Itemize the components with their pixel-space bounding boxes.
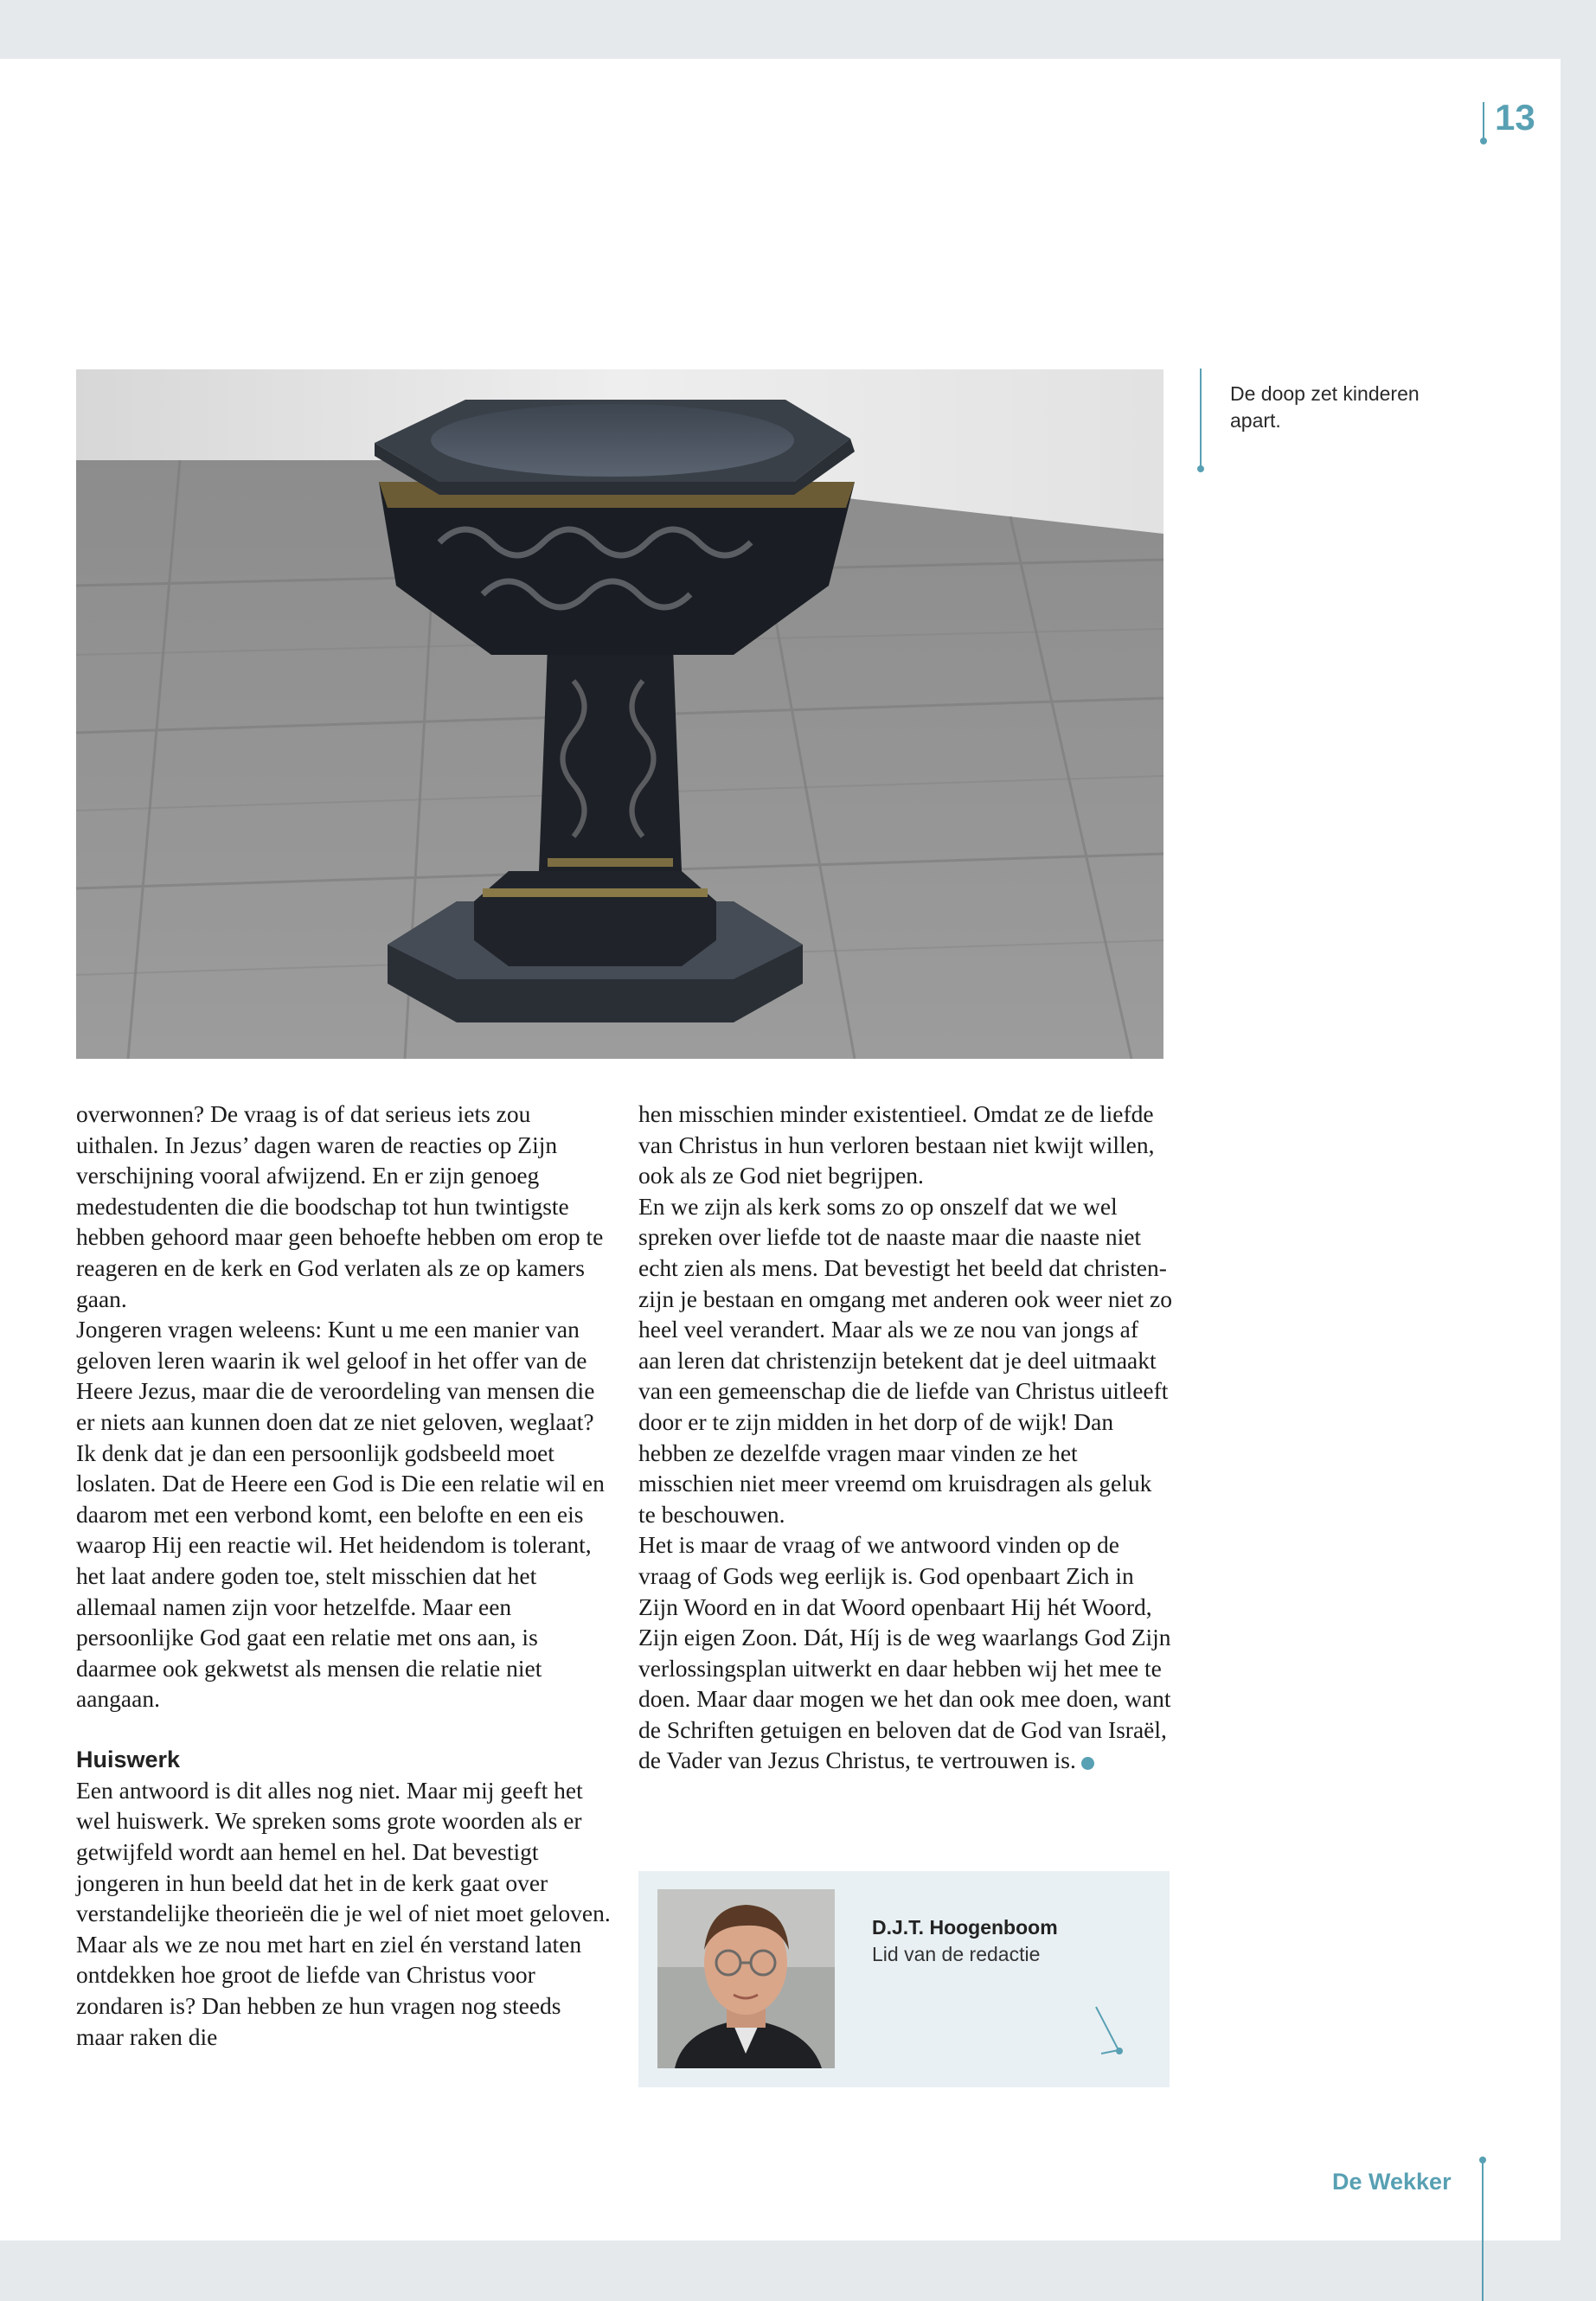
baptismal-font-illustration xyxy=(76,369,1163,1059)
end-of-article-dot xyxy=(1081,1757,1094,1770)
paragraph-final xyxy=(638,1529,1175,1776)
caption-dot xyxy=(1197,465,1204,472)
footer-dot xyxy=(1479,2157,1486,2163)
paragraph: Jongeren vragen weleens: Kunt u me een manier van geloven leren waarin ik wel geloof in het offer van de Heere Jezus, maar die de veroordeling van mensen die er niets aan kunnen doen dat ze niet geloven, weglaat? Ik denk dat je dan een persoonlijk godsbeeld moet loslaten. Dat de Heere een God is Die een relatie wil en daarom met een verbond komt, een belofte en een eis waarop Hij een reactie wil. Het heidendom is tolerant, het laat andere goden toe, stelt misschien dat het allemaal namen zijn voor hetzelfde. Maar een persoonlijke God gaat een relatie met ons aan, is daarmee ook gekwetst als mensen die relatie niet aangaan. xyxy=(76,1316,605,1713)
article-column-right xyxy=(638,1099,1175,1776)
author-portrait-illustration xyxy=(657,1889,835,2068)
page-number-line xyxy=(1483,102,1484,140)
author-name: D.J.T. Hoogenboom xyxy=(872,1916,1058,1939)
paragraph: hen misschien minder existentieel. Omdat ze de liefde van Christus in hun verloren bestaan niet kwijt willen, ook als ze God niet begrijpen. xyxy=(638,1100,1155,1189)
paragraph: Een antwoord is dit alles nog niet. Maar mij geeft het wel huiswerk. We spreken soms grote woorden als er getwijfeld wordt aan hemel en hel. Dat bevestigt jongeren in hun beeld dat het in de kerk gaat over verstandelijke theorieën die je wel of niet moet geloven. Maar als we ze nou met hart en ziel én verstand laten ontdekken hoe groot de liefde van Christus voor zondaren is? Dan hebben ze hun vragen nog steeds maar raken die xyxy=(76,1776,611,2050)
page-number-dot xyxy=(1480,138,1487,144)
caption-text: De doop zet kinderen apart. xyxy=(1230,382,1420,432)
paragraph: overwonnen? De vraag is of dat serieus iets zou uithalen. In Jezus’ dagen waren de reacties op Zijn verschijning vooral afwijzend. En er zijn genoeg medestudenten die die boodschap tot hun twintigste hebben gehoord maar geen behoefte hebben om erop te reageren en de kerk en God verlaten als ze op kamers gaan. xyxy=(76,1100,604,1312)
footer-line xyxy=(1482,2159,1484,2301)
page-number: 13 xyxy=(1495,97,1535,138)
baptismal-font-photo xyxy=(76,369,1163,1059)
paragraph-text: Het is maar de vraag of we antwoord vinden op de vraag of Gods weg eerlijk is. God openbaart Zich in Zijn Woord en in dat Woord openbaart Hij hét Woord, Zijn eigen Zoon. Dát, Híj is de weg waarlangs God Zijn verlossingsplan uitwerkt en daar hebben wij het mee te doen. Maar daar mogen we het dan ook mee doen, want de Schriften getuigen en beloven dat de God van Israël, de Vader van Jezus Christus, te vertrouwen is. xyxy=(638,1531,1171,1774)
author-signature-mark xyxy=(1093,2005,1127,2057)
article-column-left xyxy=(76,1099,612,2052)
magazine-name: De Wekker xyxy=(1332,2169,1452,2195)
author-role: Lid van de redactie xyxy=(872,1943,1041,1965)
paragraph: En we zijn als kerk soms zo op onszelf dat we wel spreken over liefde tot de naaste maar die naaste niet echt zien als mens. Dat bevestigt het beeld dat christen-zijn je bestaan en omgang met anderen ook weer niet zo heel veel verandert. Maar als we ze nou van jongs af aan leren dat christenzijn betekent dat je deel uitmaakt van een gemeenschap die de liefde van Christus uitleeft door er te zijn midden in het dorp of de wijk! Dan hebben ze dezelfde vragen maar vinden ze het misschien niet meer vreemd om kruisdragen als geluk te beschouwen. xyxy=(638,1192,1172,1528)
author-box xyxy=(638,1871,1170,2087)
author-portrait xyxy=(657,1889,835,2068)
section-heading: Huiswerk xyxy=(76,1746,181,1772)
caption-line xyxy=(1200,369,1202,469)
photo-caption xyxy=(1200,369,1451,472)
